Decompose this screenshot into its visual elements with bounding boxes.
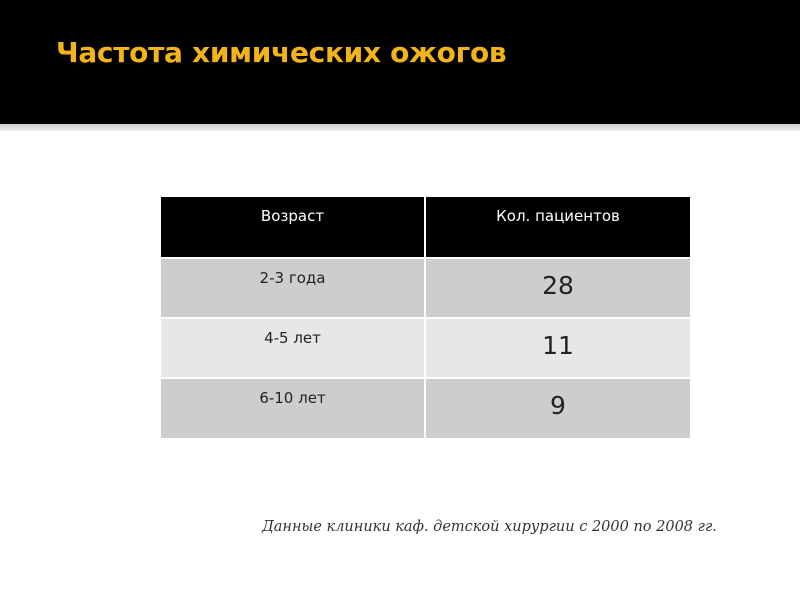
header-age: Возраст: [161, 197, 425, 258]
source-footnote: Данные клиники каф. детской хирургии с 2000 по 2008 гг.: [262, 519, 717, 535]
cell-patient-count: 9: [425, 378, 690, 438]
cell-age: 6-10 лет: [161, 378, 425, 438]
cell-age: 4-5 лет: [161, 318, 425, 378]
table-row: [161, 258, 690, 318]
table-row: [161, 378, 690, 438]
cell-patient-count: 28: [425, 258, 690, 318]
burn-frequency-table: [161, 197, 690, 438]
cell-patient-count: 11: [425, 318, 690, 378]
cell-age: 2-3 года: [161, 258, 425, 318]
header-patient-count: Кол. пациентов: [425, 197, 690, 258]
table-header-row: [161, 197, 690, 258]
slide-title: Частота химических ожогов: [56, 36, 507, 69]
title-divider: [0, 124, 800, 131]
table-row: [161, 318, 690, 378]
